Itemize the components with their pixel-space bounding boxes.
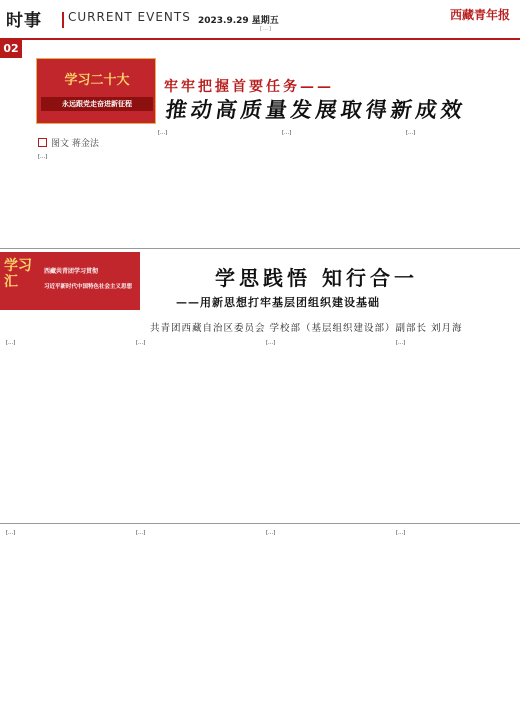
- header-rule: [0, 38, 520, 40]
- continued-column-1: […]: [6, 530, 16, 536]
- article-column-2: […]: [158, 130, 168, 136]
- editor-credits: […]: [260, 26, 272, 32]
- article2-subtitle: ——用新思想打牢基层团组织建设基础: [176, 296, 380, 309]
- section-label: CURRENT EVENTS: [68, 10, 191, 24]
- section-divider: [62, 12, 64, 28]
- issue-date: 2023.9.29 星期五: [198, 16, 279, 26]
- article2-column-3: […]: [266, 340, 276, 346]
- article2-author: 共青团西藏自治区委员会 学校部（基层组织建设部）副部长 刘月海: [150, 323, 463, 334]
- study-banner: [0, 252, 140, 310]
- article-kicker: 牢牢把握首要任务——: [164, 79, 334, 95]
- byline-icon: [38, 138, 47, 147]
- study-banner-line2: 习近平新时代中国特色社会主义思想: [44, 284, 133, 290]
- study-banner-line1: 西藏共青团学习贯彻: [44, 268, 99, 275]
- continued-column-3: […]: [266, 530, 276, 536]
- continued-column-4: […]: [396, 530, 406, 536]
- article-column-3: […]: [282, 130, 292, 136]
- banner-subtitle: 永远跟党走奋进新征程: [41, 97, 153, 111]
- section-word: 时事: [6, 11, 42, 31]
- banner-title: 学习二十大: [64, 73, 130, 88]
- article2-column-2: […]: [136, 340, 146, 346]
- continued-column-2: […]: [136, 530, 146, 536]
- theme-banner: [36, 58, 156, 124]
- page-number: 02: [0, 40, 22, 58]
- article2-kicker: 学思践悟 知行合一: [215, 266, 418, 290]
- masthead: [0, 0, 520, 44]
- byline: [38, 136, 99, 149]
- byline-name: 蒋金法: [71, 139, 99, 149]
- byline-label: 图文: [51, 139, 70, 149]
- newspaper-logo: 西藏青年报: [449, 8, 510, 22]
- article-headline: 推动高质量发展取得新成效: [164, 98, 468, 122]
- article-column-4: […]: [406, 130, 416, 136]
- article-column-1: […]: [38, 154, 48, 160]
- article2-column-1: […]: [6, 340, 16, 346]
- continuation-rule: [0, 523, 520, 524]
- study-banner-title: 学习汇: [4, 258, 32, 290]
- section-rule: [0, 248, 520, 249]
- article2-column-4: […]: [396, 340, 406, 346]
